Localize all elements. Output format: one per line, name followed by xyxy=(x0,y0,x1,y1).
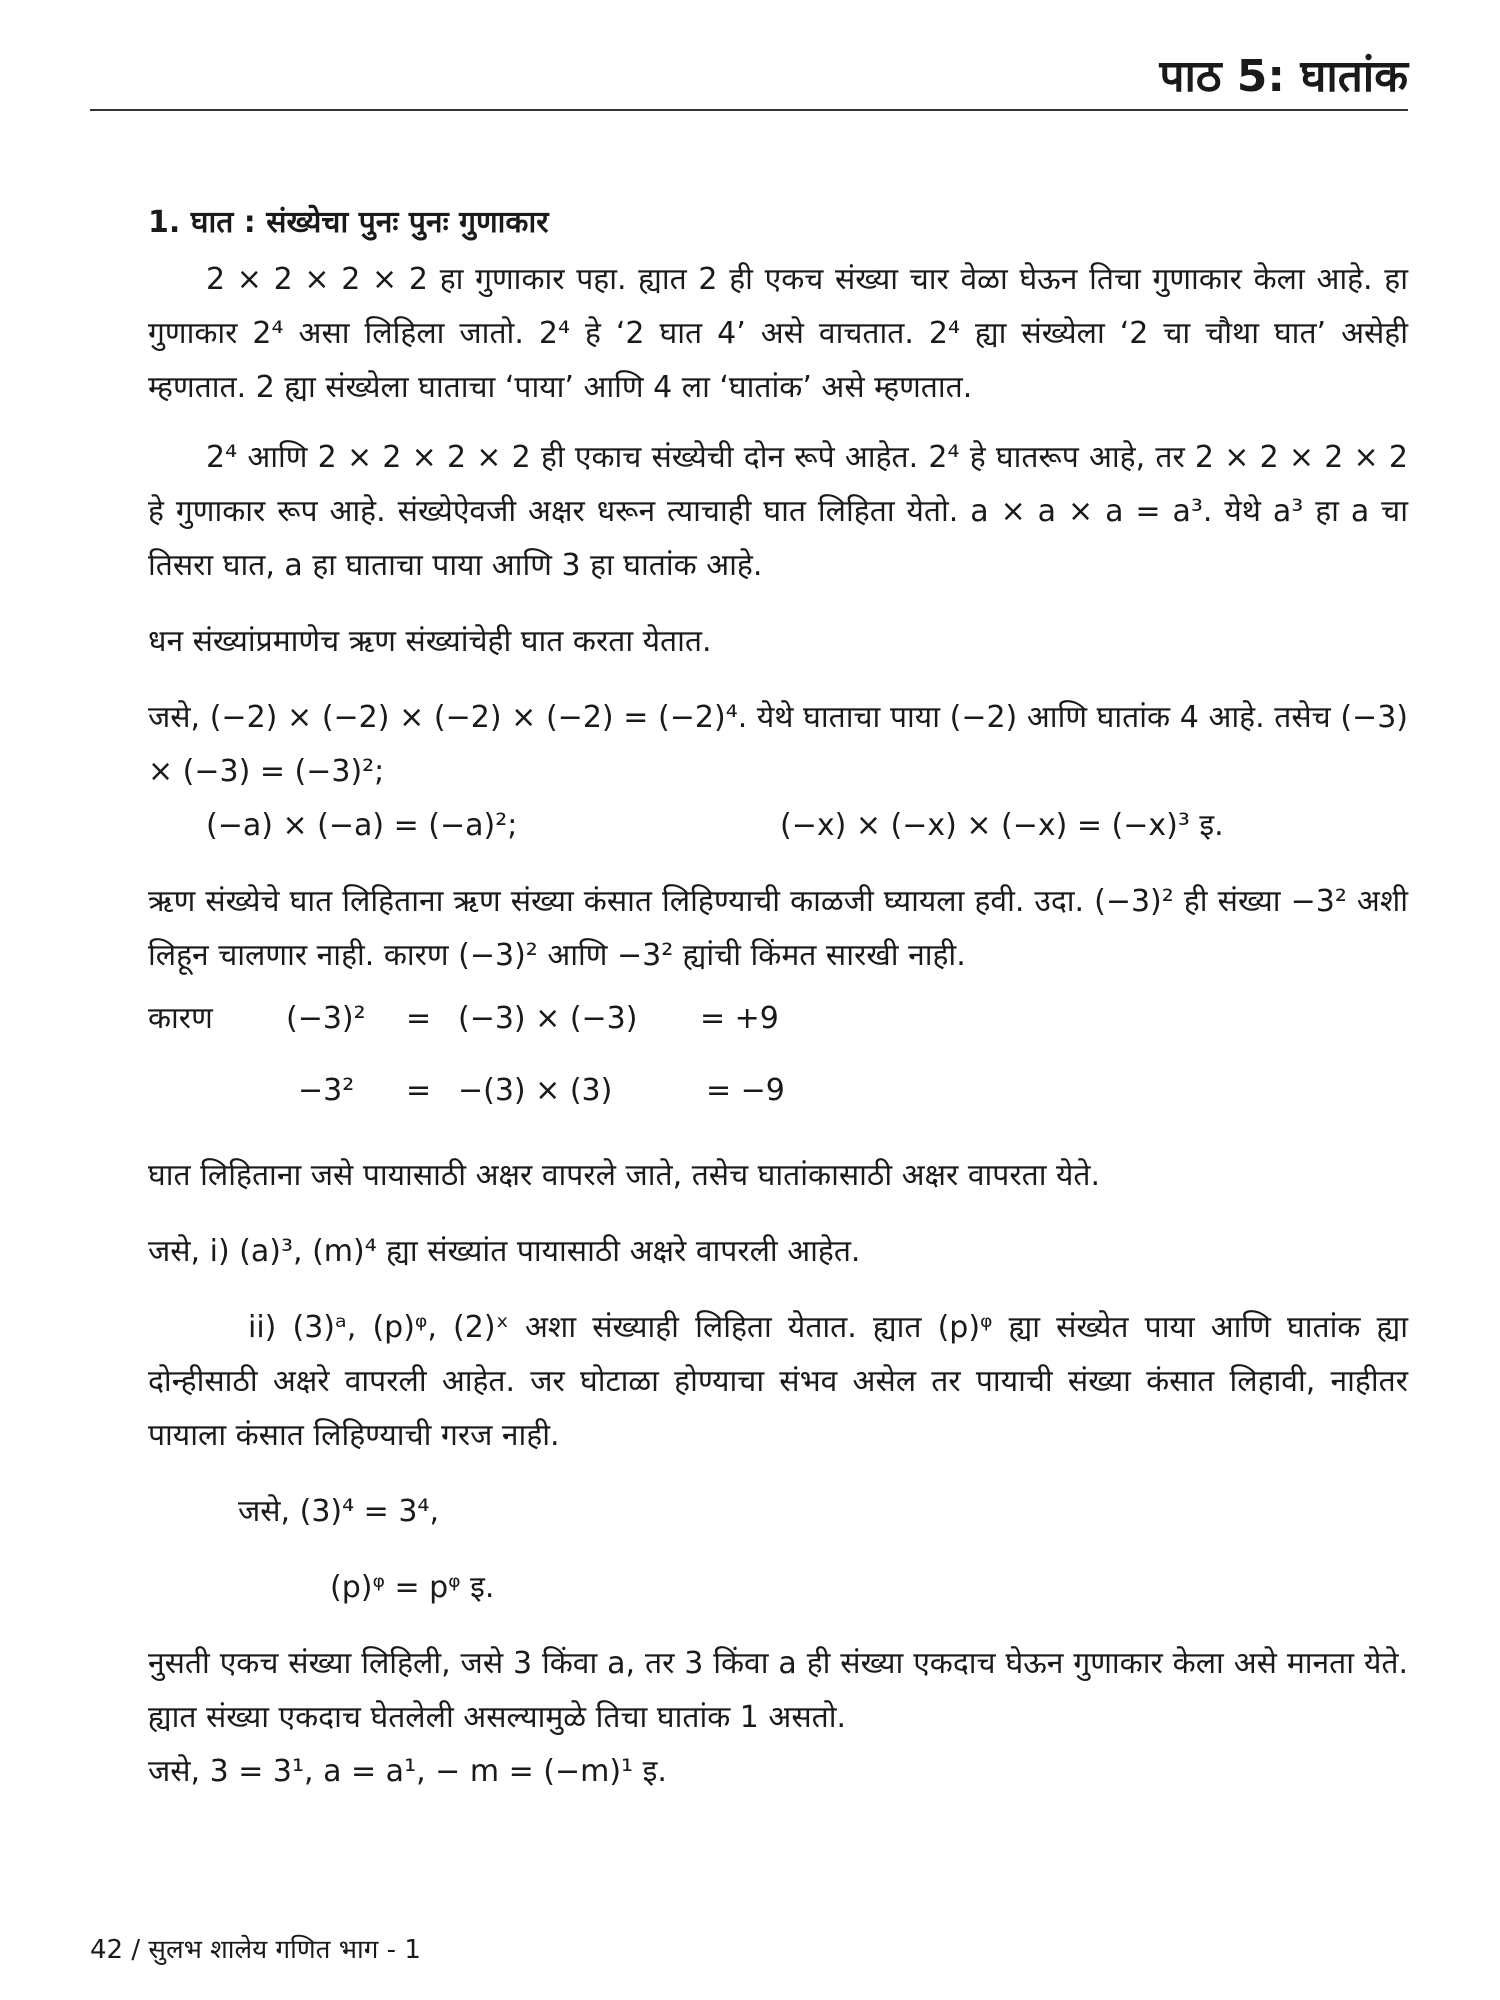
paragraph-first-power: नुसती एकच संख्या लिहिली, जसे 3 किंवा a, तर 3 किंवा a ही संख्या एकदाच घेऊन गुणाकार केला असे मानता येते. ह्यात संख्या एकदाच घेतलेली असल्यामुळे तिचा घातांक 1 असतो. xyxy=(148,1646,1408,1735)
equation-row-1 xyxy=(148,983,1408,1055)
paragraph-intro: 2 × 2 × 2 × 2 हा गुणाकार पहा. ह्यात 2 ही एकच संख्या चार वेळा घेऊन तिचा गुणाकार केला आहे. हा गुणाकार 2⁴ असा लिहिला जातो. 2⁴ हे ‘2 घात 4’ असे वाचतात. 2⁴ ह्या संख्येला ‘2 चा चौथा घात’ असेही म्हणतात. 2 ह्या संख्येला घाताचा ‘पाया’ आणि 4 ला ‘घातांक’ असे म्हणतात. xyxy=(148,262,1408,405)
example-p-power: (p)ᵠ = pᵠ इ. xyxy=(330,1570,495,1605)
paragraph-forms: 2⁴ आणि 2 × 2 × 2 × 2 ही एकाच संख्येची दोन रूपे आहेत. 2⁴ हे घातरूप आहे, तर 2 × 2 × 2 × 2 हे गुणाकार रूप आहे. संख्येऐवजी अक्षर धरून त्याचाही घात लिहिता येतो. a × a × a = a³. येथे a³ हा a चा तिसरा घात, a हा घाताचा पाया आणि 3 हा घातांक आहे. xyxy=(148,440,1408,583)
equation-1-middle: (−3) × (−3) xyxy=(458,1001,638,1036)
example-negative-a: (−a) × (−a) = (−a)²; xyxy=(206,808,518,843)
header-divider xyxy=(90,109,1408,111)
equation-2-lhs: −3² xyxy=(298,1073,355,1108)
example-item-i: जसे, i) (a)³, (m)⁴ ह्या संख्यांत पायासाठी अक्षरे वापरली आहेत. xyxy=(148,1234,861,1269)
equation-1-equals: = xyxy=(406,1001,432,1036)
equation-label: कारण xyxy=(148,1001,213,1036)
equation-2-result: = −9 xyxy=(706,1073,785,1108)
equation-1-result: = +9 xyxy=(700,1001,779,1036)
page-body xyxy=(148,200,1408,1799)
example-first-power: जसे, 3 = 3¹, a = a¹, − m = (−m)¹ इ. xyxy=(148,1754,667,1789)
section-heading: 1. घात : संख्येचा पुनः पुनः गुणाकार xyxy=(148,205,549,240)
equation-2-middle: −(3) × (3) xyxy=(458,1073,613,1108)
negative-power-examples xyxy=(148,799,1408,853)
equation-1-lhs: (−3)² xyxy=(286,1001,366,1036)
example-3-power: जसे, (3)⁴ = 3⁴, xyxy=(238,1494,439,1529)
example-negative-x: (−x) × (−x) × (−x) = (−x)³ इ. xyxy=(780,808,1224,843)
equation-2-equals: = xyxy=(406,1073,432,1108)
page-footer: 42 / सुलभ शालेय गणित भाग - 1 xyxy=(90,1935,421,1965)
paragraph-negative-intro: धन संख्यांप्रमाणेच ऋण संख्यांचेही घात करता येतात. xyxy=(148,624,712,659)
chapter-title: पाठ 5: घातांक xyxy=(1159,51,1408,102)
paragraph-letter-exponent: घात लिहिताना जसे पायासाठी अक्षर वापरले जाते, तसेच घातांकासाठी अक्षर वापरता येते. xyxy=(148,1158,1101,1193)
paragraph-negative-example: जसे, (−2) × (−2) × (−2) × (−2) = (−2)⁴. येथे घाताचा पाया (−2) आणि घातांक 4 आहे. तसेच (−3) × (−3) = (−3)²; xyxy=(148,700,1408,789)
example-item-ii: ii) (3)ᵃ, (p)ᵠ, (2)ˣ अशा संख्याही लिहिता येतात. ह्यात (p)ᵠ ह्या संख्येत पाया आणि घातांक ह्या दोन्हीसाठी अक्षरे वापरली आहेत. जर घोटाळा होण्याचा संभव असेल तर पायाची संख्या कंसात लिहावी, नाहीतर पायाला कंसात लिहिण्याची गरज नाही. xyxy=(148,1310,1408,1453)
paragraph-bracket-warning: ऋण संख्येचे घात लिहिताना ऋण संख्या कंसात लिहिण्याची काळजी घ्यायला हवी. उदा. (−3)² ही संख्या −3² अशी लिहून चालणार नाही. कारण (−3)² आणि −3² ह्यांची किंमत सारखी नाही. xyxy=(148,884,1408,973)
equation-row-2 xyxy=(148,1055,1408,1127)
